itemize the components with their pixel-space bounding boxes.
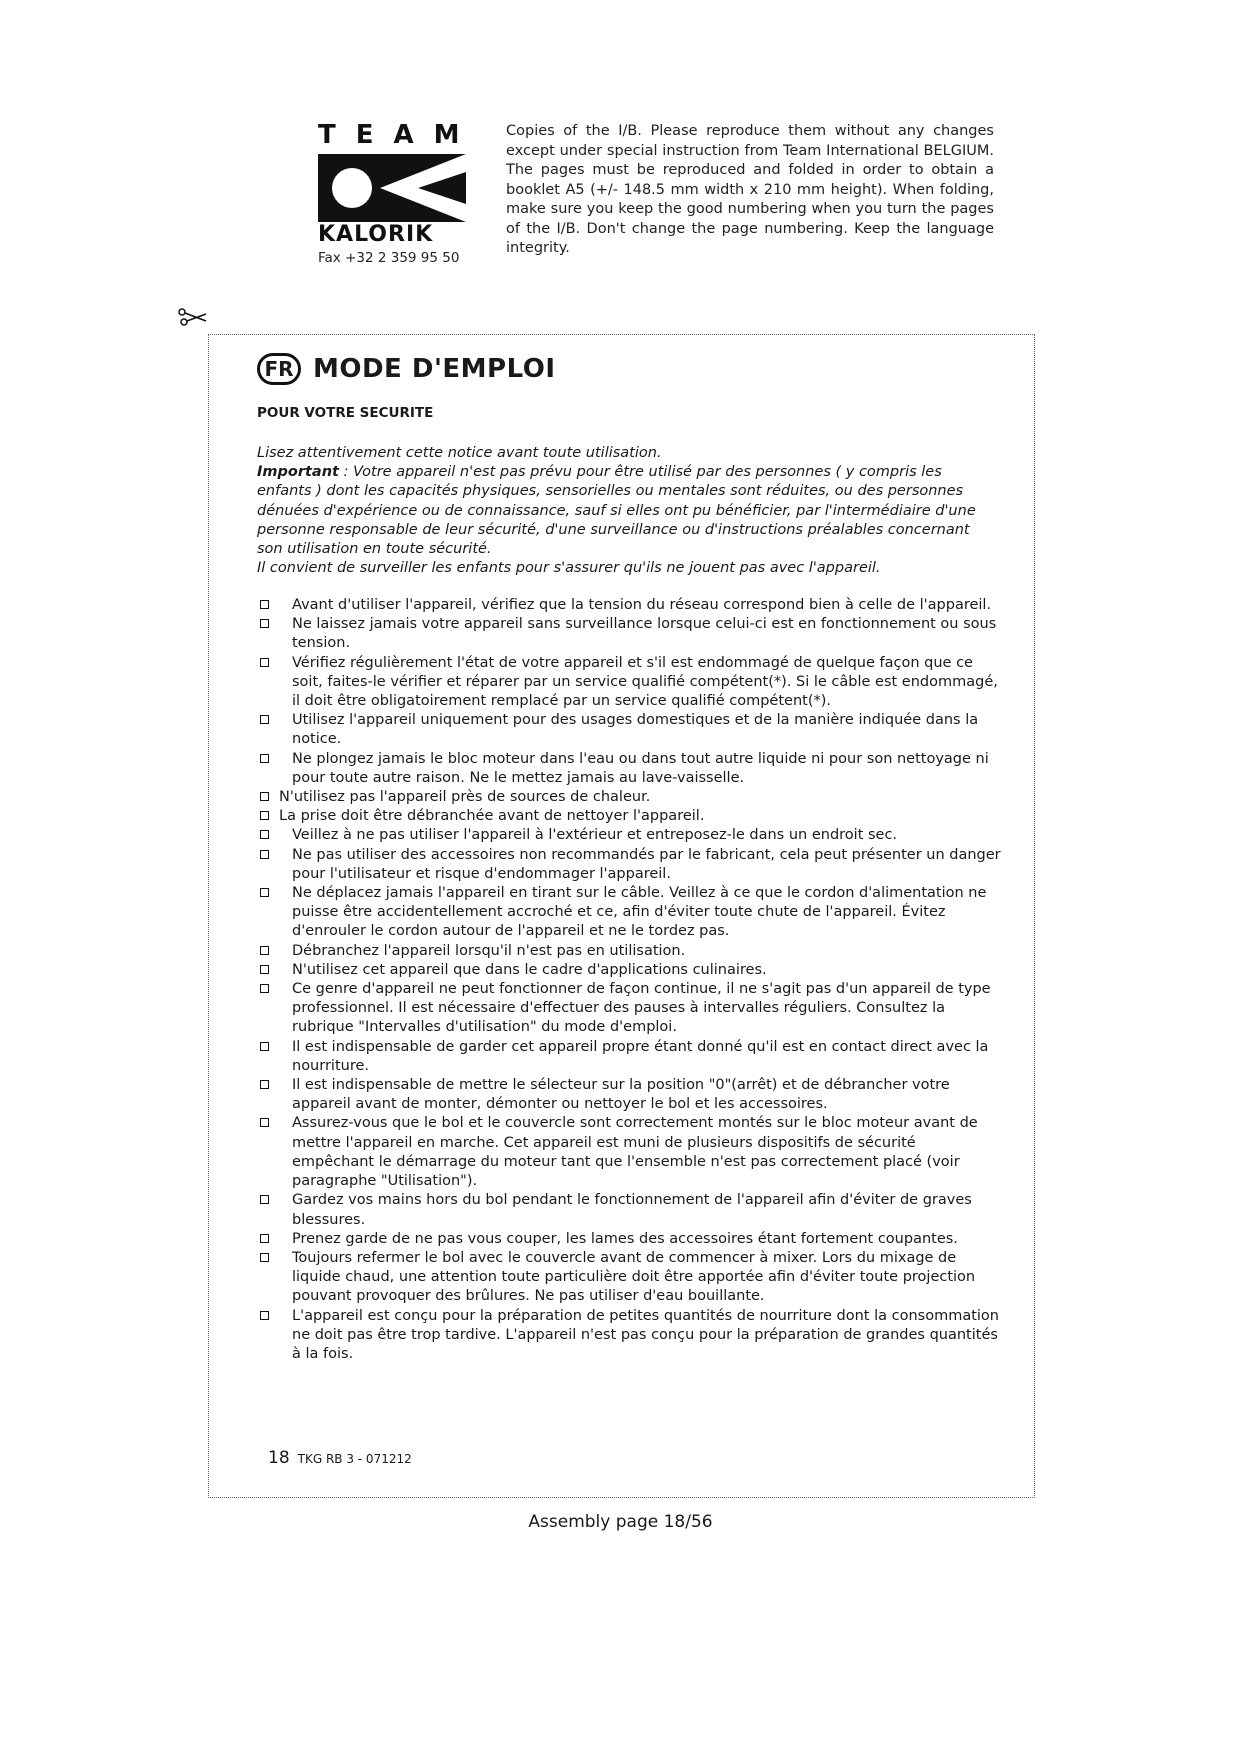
checkbox-bullet-icon (260, 1234, 269, 1243)
important-label: Important (257, 464, 339, 481)
list-item-text: Débranchez l'appareil lorsqu'il n'est pas en utilisation. (292, 942, 686, 959)
list-item-text: Vérifiez régulièrement l'état de votre appareil et s'il est endommagé de quelque façon que ce soit, faites-le vérifier et réparer par un service qualifié compétent(*). Si le câble est endommagé, il doit être obligatoirement remplacé par un service qualifié compétent(*). (292, 654, 998, 710)
list-item (257, 788, 1002, 807)
checkbox-bullet-icon (260, 1253, 269, 1262)
list-item-text: La prise doit être débranchée avant de nettoyer l'appareil. (279, 808, 705, 825)
page-title: MODE D'EMPLOI (313, 354, 556, 384)
list-item (257, 1191, 1002, 1229)
list-item-text: N'utilisez cet appareil que dans le cadre d'applications culinaires. (292, 961, 767, 978)
list-item (257, 1114, 1002, 1191)
list-item-text: Ne pas utiliser des accessoires non recommandés par le fabricant, cela peut présenter un danger pour l'utilisateur et risque d'endommager l'appareil. (292, 846, 1001, 882)
list-item (257, 884, 1002, 942)
list-item (257, 654, 1002, 712)
checkbox-bullet-icon (260, 984, 269, 993)
list-item-text: Ne déplacez jamais l'appareil en tirant sur le câble. Veillez à ce que le cordon d'alimentation ne puisse être accidentellement accroché et ce, afin d'éviter toute chute de l'appareil. Évitez d'enrouler le cordon autour de l'appareil et ne le tordez pas. (292, 885, 987, 940)
list-item-text: Il est indispensable de mettre le sélecteur sur la position "0"(arrêt) et de débrancher votre appareil avant de monter, démonter ou nettoyer le bol et les accessoires. (292, 1077, 950, 1113)
important-text: : Votre appareil n'est pas prévu pour être utilisé par des personnes ( y compris les enfants ) dont les capacités physiques, sensorielles ou mentales sont réduites, ou des personnes dénuées d'expérience ou de connaissance, sauf si elles ont pu bénéficier, par l'intermédiaire d'une personne responsable de leur sécurité, d'une surveillance ou d'instructions préalables concernant son utilisation en toute sécurité. (257, 464, 976, 558)
list-item-text: Avant d'utiliser l'appareil, vérifiez que la tension du réseau correspond bien à celle de l'appareil. (292, 597, 992, 613)
list-item (257, 980, 1002, 1038)
language-badge: FR (257, 353, 301, 385)
checkbox-bullet-icon (260, 715, 269, 724)
checkbox-bullet-icon (260, 600, 269, 609)
intro-line: Lisez attentivement cette notice avant toute utilisation. (257, 445, 662, 461)
list-item (257, 961, 1002, 980)
checkbox-bullet-icon (260, 946, 269, 955)
list-item-text: Veillez à ne pas utiliser l'appareil à l'extérieur et entreposez-le dans un endroit sec. (292, 827, 898, 844)
page-number: 18 (268, 1448, 290, 1468)
page-footer (268, 1448, 412, 1468)
important-paragraph (257, 463, 982, 559)
scissors-icon (178, 306, 208, 328)
list-item (257, 1307, 1002, 1365)
list-item (257, 942, 1002, 961)
list-item-text: Ne laissez jamais votre appareil sans surveillance lorsque celui-ci est en fonctionnement ou sous tension. (292, 616, 997, 652)
section-title: POUR VOTRE SECURITE (257, 405, 434, 421)
reproduction-notice: Copies of the I/B. Please reproduce them without any changes except under special instruction from Team International BELGIUM. The pages must be reproduced and folded in order to obtain a booklet A5 (+/- 148.5 mm width x 210 mm height). When folding, make sure you keep the good numbering when you turn the pages of the I/B. Don't change the page numbering. Keep the language integrity. (506, 123, 994, 256)
list-item (257, 807, 1002, 826)
kalorik-logo-icon (318, 154, 466, 222)
checkbox-bullet-icon (260, 1042, 269, 1051)
logo-brand-text: KALORIK (318, 222, 434, 247)
list-item (257, 1249, 1002, 1307)
checkbox-bullet-icon (260, 658, 269, 667)
list-item (257, 1230, 1002, 1249)
checkbox-bullet-icon (260, 754, 269, 763)
checkbox-bullet-icon (260, 811, 269, 820)
list-item (257, 711, 1002, 749)
checkbox-bullet-icon (260, 888, 269, 897)
list-item-text: Utilisez l'appareil uniquement pour des usages domestiques et de la manière indiquée dans la notice. (292, 712, 979, 748)
safety-intro (257, 444, 982, 578)
list-item (257, 750, 1002, 788)
checkbox-bullet-icon (260, 1195, 269, 1204)
assembly-page-label: Assembly page 18/56 (528, 1512, 713, 1532)
checkbox-bullet-icon (260, 792, 269, 801)
manual-heading (257, 350, 556, 388)
list-item-text: Prenez garde de ne pas vous couper, les lames des accessoires étant fortement coupantes. (292, 1230, 958, 1247)
list-item (257, 596, 1002, 615)
logo-team-text: TEAM (318, 120, 480, 150)
model-code: TKG RB 3 - 071212 (297, 1452, 412, 1466)
checkbox-bullet-icon (260, 850, 269, 859)
list-item (257, 1038, 1002, 1076)
list-item-text: Ce genre d'appareil ne peut fonctionner de façon continue, il ne s'agit pas d'un appareil de type professionnel. Il est nécessaire d'effectuer des pauses à intervalles réguliers. Consultez la rubrique "Intervalles d'utilisation" du mode d'emploi. (292, 981, 991, 1036)
list-item-text: Ne plongez jamais le bloc moteur dans l'eau ou dans tout autre liquide ni pour son nettoyage ni pour toute autre raison. Ne le mettez jamais au lave-vaisselle. (292, 750, 989, 786)
list-item-text: L'appareil est conçu pour la préparation de petites quantités de nourriture dont la consommation ne doit pas être trop tardive. L'appareil n'est pas conçu pour la préparation de grandes quantités à la fois. (292, 1307, 999, 1362)
checkbox-bullet-icon (260, 830, 269, 839)
intro-line: Il convient de surveiller les enfants pour s'assurer qu'ils ne jouent pas avec l'appareil. (257, 560, 881, 577)
list-item (257, 826, 1002, 845)
list-item (257, 846, 1002, 884)
list-item-text: N'utilisez pas l'appareil près de sources de chaleur. (279, 789, 651, 806)
fax-number: Fax +32 2 359 95 50 (318, 250, 460, 266)
list-item-text: Gardez vos mains hors du bol pendant le fonctionnement de l'appareil afin d'éviter de graves blessures. (292, 1192, 972, 1228)
checkbox-bullet-icon (260, 1311, 269, 1320)
checkbox-bullet-icon (260, 1080, 269, 1089)
list-item (257, 1076, 1002, 1114)
list-item (257, 615, 1002, 653)
list-item-text: Assurez-vous que le bol et le couvercle sont correctement montés sur le bloc moteur avant de mettre l'appareil en marche. Cet appareil est muni de plusieurs dispositifs de sécurité empêchant le démarrage du moteur tant que l'ensemble n'est pas correctement placé (voir paragraphe "Utilisation"). (292, 1115, 978, 1190)
checkbox-bullet-icon (260, 1118, 269, 1127)
checkbox-bullet-icon (260, 619, 269, 628)
team-kalorik-logo (318, 120, 480, 266)
safety-list (257, 596, 1002, 1364)
list-item-text: Il est indispensable de garder cet appareil propre étant donné qu'il est en contact direct avec la nourriture. (292, 1038, 989, 1074)
checkbox-bullet-icon (260, 965, 269, 974)
list-item-text: Toujours refermer le bol avec le couvercle avant de commencer à mixer. Lors du mixage de liquide chaud, une attention toute particulière doit être apportée afin d'éviter toute projection pouvant provoquer des brûlures. Ne pas utiliser d'eau bouillante. (292, 1249, 976, 1305)
